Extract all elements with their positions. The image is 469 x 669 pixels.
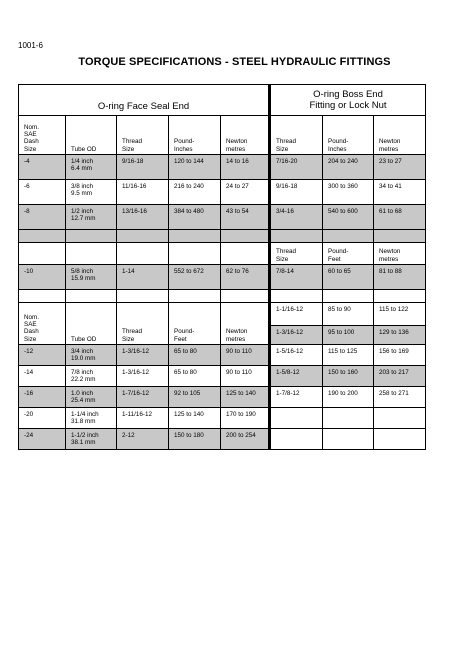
boss-end-header-line2: Fitting or Lock Nut <box>309 100 387 111</box>
col-label: Pound- <box>174 328 195 336</box>
cell-boss-newton: 258 to 271 <box>374 387 426 408</box>
tube-mm: 38.1 mm <box>71 439 96 447</box>
cell-thread: 1-7/16-12 <box>117 387 169 408</box>
cell-torque: 384 to 480 <box>169 205 221 230</box>
tube-inch: 3/4 inch <box>71 348 94 355</box>
cell-dash: -14 <box>19 366 66 387</box>
column-header-row <box>19 303 426 326</box>
spacer-cell <box>19 290 66 303</box>
spacer-cell <box>323 290 374 303</box>
col-pound-feet <box>169 303 221 345</box>
col-thread-size <box>117 303 169 345</box>
tube-inch: 1-1/4 inch <box>71 411 99 418</box>
empty-cell <box>323 429 374 450</box>
col-label: Pound- <box>174 138 195 146</box>
cell-boss-torque: 60 to 65 <box>323 265 374 290</box>
col-label: Inches <box>328 145 347 153</box>
cell-tube-od <box>66 205 117 230</box>
col-label: Newton <box>226 328 248 336</box>
torque-spec-table <box>18 84 426 450</box>
tube-inch: 1/4 inch <box>71 158 94 165</box>
cell-torque: 150 to 180 <box>169 429 221 450</box>
col-label: Dash <box>24 328 39 336</box>
tube-mm: 31.8 mm <box>71 418 96 426</box>
cell-boss-thread: 1-5/8-12 <box>270 366 323 387</box>
col-boss-thread-size <box>270 243 323 265</box>
table-row <box>19 155 426 180</box>
col-label: Size <box>24 335 37 343</box>
col-dash-size <box>19 303 66 345</box>
cell-thread: 2-12 <box>117 429 169 450</box>
col-boss-newton-metres <box>374 243 426 265</box>
cell-boss-newton: 129 to 136 <box>374 326 426 345</box>
tube-mm: 25.4 mm <box>71 397 96 405</box>
col-label: Nom. <box>24 123 40 131</box>
cell-boss-torque: 95 to 100 <box>323 326 374 345</box>
col-label: SAE <box>24 321 37 329</box>
col-boss-pound-inches <box>323 116 374 155</box>
table-row <box>19 265 426 290</box>
spacer-cell <box>374 230 426 243</box>
cell-newton: 43 to 54 <box>221 205 270 230</box>
cell-boss-thread: 1-5/16-12 <box>270 345 323 366</box>
spacer-row <box>19 290 426 303</box>
table-row <box>19 205 426 230</box>
spacer-row <box>19 230 426 243</box>
cell-newton: 90 to 110 <box>221 366 270 387</box>
cell-boss-newton: 23 to 27 <box>374 155 426 180</box>
spacer-cell <box>66 290 117 303</box>
cell-boss-torque: 150 to 160 <box>323 366 374 387</box>
empty-cell <box>169 243 221 265</box>
cell-boss-newton: 203 to 217 <box>374 366 426 387</box>
col-pound-inches <box>169 116 221 155</box>
spacer-cell <box>221 230 270 243</box>
table-row <box>19 366 426 387</box>
tube-mm: 19.0 mm <box>71 355 96 363</box>
col-label: Size <box>122 335 135 343</box>
cell-boss-newton: 156 to 169 <box>374 345 426 366</box>
col-label: Feet <box>174 335 187 343</box>
empty-cell <box>270 408 323 429</box>
page-code: 1001-6 <box>18 41 43 50</box>
col-boss-newton-metres <box>374 116 426 155</box>
empty-cell <box>19 243 66 265</box>
empty-cell <box>374 429 426 450</box>
cell-thread: 1-3/16-12 <box>117 345 169 366</box>
col-label: metres <box>379 255 399 263</box>
cell-newton: 90 to 110 <box>221 345 270 366</box>
spacer-cell <box>323 230 374 243</box>
spacer-cell <box>374 290 426 303</box>
cell-boss-torque: 190 to 200 <box>323 387 374 408</box>
cell-torque: 125 to 140 <box>169 408 221 429</box>
cell-boss-torque: 300 to 360 <box>323 180 374 205</box>
cell-boss-newton: 81 to 88 <box>374 265 426 290</box>
col-thread-size <box>117 116 169 155</box>
cell-newton: 24 to 27 <box>221 180 270 205</box>
tube-mm: 15.9 mm <box>71 275 96 283</box>
cell-dash: -24 <box>19 429 66 450</box>
col-label: Pound- <box>328 138 349 146</box>
spacer-cell <box>169 230 221 243</box>
spacer-cell <box>169 290 221 303</box>
cell-dash: -10 <box>19 265 66 290</box>
boss-end-header-line1: O-ring Boss End <box>313 89 383 100</box>
tube-inch: 5/8 inch <box>71 268 94 275</box>
col-label: Size <box>276 255 289 263</box>
tube-inch: 1/2 inch <box>71 208 94 215</box>
col-label: Thread <box>276 138 296 146</box>
col-label: Thread <box>122 328 142 336</box>
cell-boss-newton: 61 to 68 <box>374 205 426 230</box>
empty-cell <box>323 408 374 429</box>
cell-tube-od <box>66 345 117 366</box>
cell-boss-newton: 115 to 122 <box>374 303 426 326</box>
col-label: Newton <box>379 248 401 256</box>
table-row <box>19 345 426 366</box>
col-boss-thread-size <box>270 116 323 155</box>
empty-cell <box>374 408 426 429</box>
cell-tube-od <box>66 155 117 180</box>
table-row <box>19 387 426 408</box>
cell-newton: 200 to 254 <box>221 429 270 450</box>
cell-dash: -12 <box>19 345 66 366</box>
col-dash-size <box>19 116 66 155</box>
table-row <box>19 180 426 205</box>
cell-tube-od <box>66 265 117 290</box>
cell-dash: -8 <box>19 205 66 230</box>
cell-torque: 65 to 80 <box>169 366 221 387</box>
cell-torque: 216 to 240 <box>169 180 221 205</box>
cell-thread: 1-11/16-12 <box>117 408 169 429</box>
col-label: Newton <box>226 138 248 146</box>
tube-inch: 1.0 inch <box>71 390 94 397</box>
table-row <box>19 429 426 450</box>
cell-boss-newton: 34 to 41 <box>374 180 426 205</box>
cell-tube-od <box>66 408 117 429</box>
cell-torque: 92 to 105 <box>169 387 221 408</box>
empty-cell <box>270 429 323 450</box>
cell-boss-thread: 1-7/8-12 <box>270 387 323 408</box>
col-label: Thread <box>122 138 142 146</box>
tube-inch: 1-1/2 inch <box>71 432 99 439</box>
spacer-cell <box>117 290 169 303</box>
page-title: TORQUE SPECIFICATIONS - STEEL HYDRAULIC FITTINGS <box>78 56 391 68</box>
cell-tube-od <box>66 366 117 387</box>
tube-mm: 6.4 mm <box>71 165 92 173</box>
cell-boss-thread: 9/16-18 <box>270 180 323 205</box>
cell-boss-thread: 7/8-14 <box>270 265 323 290</box>
cell-thread: 13/16-16 <box>117 205 169 230</box>
cell-boss-torque: 540 to 600 <box>323 205 374 230</box>
cell-tube-od <box>66 180 117 205</box>
col-tube-od: Tube OD <box>66 303 117 345</box>
spacer-cell <box>270 230 323 243</box>
cell-tube-od <box>66 387 117 408</box>
col-label: Newton <box>379 138 401 146</box>
cell-tube-od <box>66 429 117 450</box>
cell-boss-thread: 3/4-16 <box>270 205 323 230</box>
cell-dash: -6 <box>19 180 66 205</box>
tube-inch: 3/8 inch <box>71 183 94 190</box>
cell-boss-torque: 85 to 90 <box>323 303 374 326</box>
tube-mm: 9.5 mm <box>71 190 92 198</box>
col-label: Pound- <box>328 248 349 256</box>
tube-mm: 22.2 mm <box>71 376 96 384</box>
col-label: Size <box>122 145 135 153</box>
cell-thread: 1-14 <box>117 265 169 290</box>
col-newton-metres <box>221 303 270 345</box>
cell-dash: -20 <box>19 408 66 429</box>
column-header-row <box>19 243 426 265</box>
column-header-row <box>19 116 426 155</box>
col-label: Size <box>276 145 289 153</box>
table-row <box>19 408 426 429</box>
cell-boss-thread: 1-3/16-12 <box>270 326 323 345</box>
col-label: metres <box>379 145 399 153</box>
col-label: Nom. <box>24 313 40 321</box>
cell-thread: 11/16-16 <box>117 180 169 205</box>
spacer-cell <box>117 230 169 243</box>
cell-dash: -4 <box>19 155 66 180</box>
col-label: Feet <box>328 255 341 263</box>
col-label: metres <box>226 335 246 343</box>
cell-newton: 125 to 140 <box>221 387 270 408</box>
cell-newton: 170 to 190 <box>221 408 270 429</box>
spacer-cell <box>19 230 66 243</box>
cell-torque: 120 to 144 <box>169 155 221 180</box>
tube-inch: 7/8 inch <box>71 369 94 376</box>
col-newton-metres <box>221 116 270 155</box>
tube-mm: 12.7 mm <box>71 215 96 223</box>
cell-boss-torque: 204 to 240 <box>323 155 374 180</box>
spacer-cell <box>221 290 270 303</box>
cell-thread: 9/16-18 <box>117 155 169 180</box>
col-label: Dash <box>24 138 39 146</box>
cell-dash: -16 <box>19 387 66 408</box>
spacer-cell <box>66 230 117 243</box>
cell-boss-thread: 7/16-20 <box>270 155 323 180</box>
empty-cell <box>66 243 117 265</box>
cell-boss-thread: 1-1/16-12 <box>270 303 323 326</box>
cell-torque: 65 to 80 <box>169 345 221 366</box>
col-tube-od: Tube OD <box>66 116 117 155</box>
col-label: Inches <box>174 145 193 153</box>
section-header-row <box>19 85 426 116</box>
col-label: Size <box>24 145 37 153</box>
col-boss-pound-feet <box>323 243 374 265</box>
col-label: Thread <box>276 248 296 256</box>
empty-cell <box>221 243 270 265</box>
cell-newton: 62 to 76 <box>221 265 270 290</box>
cell-thread: 1-3/16-12 <box>117 366 169 387</box>
cell-boss-torque: 115 to 125 <box>323 345 374 366</box>
cell-torque: 552 to 672 <box>169 265 221 290</box>
col-label: metres <box>226 145 246 153</box>
empty-cell <box>117 243 169 265</box>
cell-newton: 14 to 16 <box>221 155 270 180</box>
col-label: SAE <box>24 131 37 139</box>
spacer-cell <box>270 290 323 303</box>
face-seal-header: O-ring Face Seal End <box>19 85 270 116</box>
boss-end-header <box>270 85 426 116</box>
